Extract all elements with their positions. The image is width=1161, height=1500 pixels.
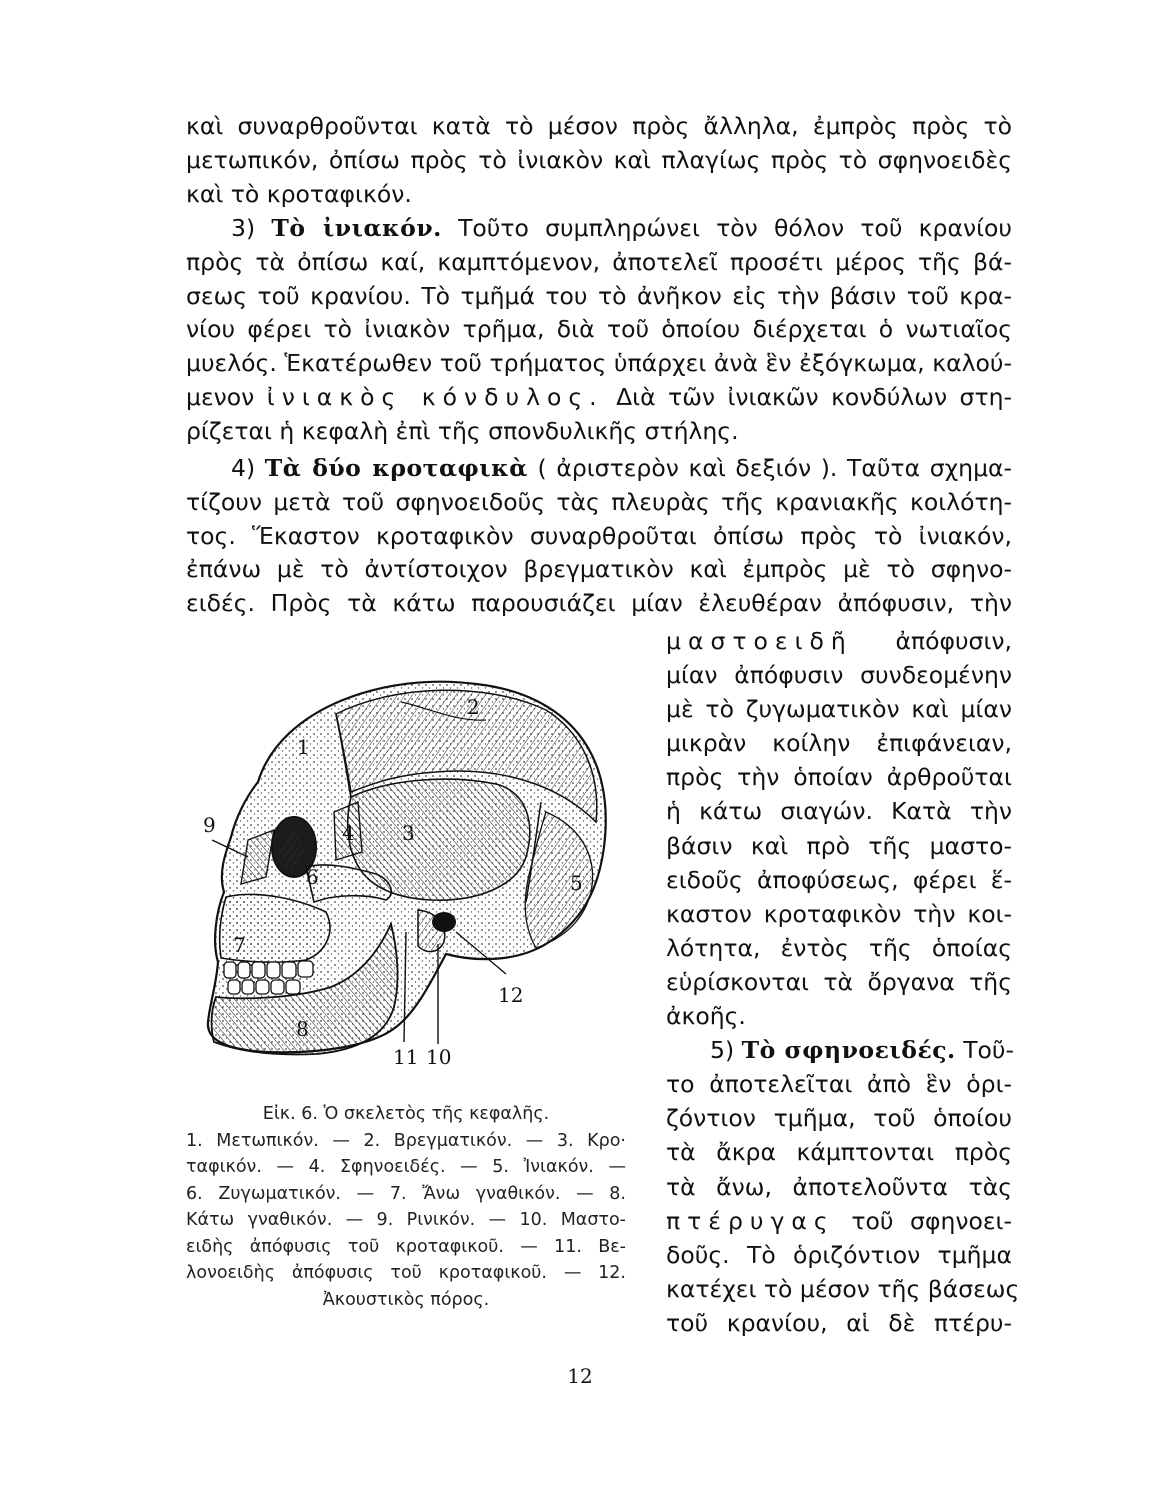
figure-label: 1 — [297, 735, 310, 759]
text-line: πρὸς τὰ ὀπίσω καί, καμπτόμενον, ἀποτελεῖ προσέτι μέρος τῆς βά- — [186, 247, 1012, 276]
caption-line: Κάτω γναθικόν. — 9. Ρινικόν. — 10. Μαστο- — [186, 1210, 626, 1230]
section-number: 3) — [231, 214, 256, 242]
text-line: ἡ κάτω σιαγών. Κατὰ τὴν — [666, 797, 1012, 826]
caption-line: λονοειδὴς ἀπόφυσις τοῦ κροταφικοῦ. — 12. — [186, 1263, 626, 1283]
right-column-text — [666, 624, 1020, 1340]
text-line: μικρὰν κοίλην ἐπιφάνειαν, — [666, 729, 1012, 758]
text-line — [666, 1204, 1012, 1238]
text-line — [186, 452, 1012, 486]
figure-label: 4 — [342, 821, 355, 845]
skull-illustration — [186, 662, 646, 1082]
text-line: το ἀποτελεῖται ἀπὸ ἓν ὁρι- — [666, 1070, 1012, 1099]
text-line: ἀκοῆς. — [666, 1002, 746, 1031]
caption-line: ειδὴς ἀπόφυσις τοῦ κροταφικοῦ. — 11. Βε- — [186, 1236, 626, 1257]
figure-caption — [186, 1101, 626, 1313]
section-4-paragraph — [186, 452, 1012, 621]
spaced-term: μαστοειδῆ — [666, 627, 853, 655]
caption-line: ταφικόν. — 4. Σφηνοειδές. — 5. Ἰνιακόν. — — [186, 1157, 626, 1177]
figure-label: 10 — [426, 1045, 452, 1069]
text-line — [666, 1033, 1015, 1067]
section-heading: Τὸ ἰνιακόν. — [271, 214, 442, 242]
text-line: ρίζεται ἡ κεφαλὴ ἐπὶ τῆς σπονδυλικῆς στήλης. — [186, 416, 739, 445]
text-line: ζόντιον τμῆμα, τοῦ ὁποίου — [666, 1104, 1012, 1133]
text-line: τοῦ κρανίου, αἱ δὲ πτέρυ- — [666, 1308, 1012, 1337]
text-line: ἐπάνω μὲ τὸ ἀντίστοιχον βρεγματικὸν καὶ ἐμπρὸς μὲ τὸ σφηνο- — [186, 555, 1012, 584]
text-fragment: ἀπόφυσιν, — [895, 627, 1012, 655]
caption-line: Ἀκουστικὸς πόρος. — [322, 1289, 490, 1310]
text-line: καὶ τὸ κροταφικόν. — [186, 179, 412, 208]
text-fragment: ( ἀριστερὸν καὶ δεξιόν ). Ταῦτα σχημα- — [537, 454, 1012, 482]
text-fragment: Διὰ τῶν ἰνιακῶν κονδύλων στη- — [616, 382, 1012, 411]
section-number: 4) — [231, 454, 256, 482]
text-fragment: Τοῦτο συμπληρώνει τὸν θόλον τοῦ κρανίου — [458, 214, 1012, 242]
spaced-term: ἰνιακὸς κόνδυλος. — [266, 382, 604, 411]
text-line: δοῦς. Τὸ ὁριζόντιον τμῆμα — [666, 1240, 1012, 1269]
figure-label: 8 — [296, 1017, 309, 1041]
text-line: ειδές. Πρὸς τὰ κάτω παρουσιάζει μίαν ἐλευθέραν ἀπόφυσιν, τὴν — [186, 589, 1012, 618]
text-line: λότητα, ἐντὸς τῆς ὁποίας — [666, 933, 1012, 962]
text-line: μυελός. Ἑκατέρωθεν τοῦ τρήματος ὑπάρχει ἀνὰ ἓν ἐξόγκωμα, καλού- — [186, 349, 1012, 378]
text-line — [186, 381, 1012, 415]
text-line: σεως τοῦ κρανίου. Τὸ τμῆμά του τὸ ἀνῆκον εἰς τὴν βάσιν τοῦ κρα- — [186, 281, 1012, 310]
text-fragment: μενον — [186, 382, 255, 411]
text-line: εὑρίσκονται τὰ ὄργανα τῆς — [666, 967, 1012, 996]
caption-line: 1. Μετωπικόν. — 2. Βρεγματικόν. — 3. Κρο· — [186, 1130, 626, 1151]
intro-paragraph — [186, 110, 1012, 211]
figure-label: 3 — [402, 821, 415, 845]
text-line: τὰ ἄκρα κάμπτονται πρὸς — [666, 1138, 1012, 1167]
text-line: μίαν ἀπόφυσιν συνδεομένην — [666, 661, 1012, 690]
text-line: καὶ συναρθροῦνται κατὰ τὸ μέσον πρὸς ἄλληλα, ἐμπρὸς πρὸς τὸ — [186, 112, 1012, 140]
section-3-paragraph — [186, 212, 1012, 449]
text-line: νίου φέρει τὸ ἰνιακὸν τρῆμα, διὰ τοῦ ὁποίου διέρχεται ὁ νωτιαῖος — [186, 315, 1012, 344]
spaced-term: πτέρυγας — [666, 1206, 835, 1235]
text-fragment: τοῦ σφηνοει- — [851, 1206, 1012, 1235]
figure-label: 11 — [393, 1045, 419, 1069]
ear-canal — [432, 912, 456, 932]
caption-title: Εἰκ. 6. Ὁ σκελετὸς τῆς κεφαλῆς. — [262, 1104, 550, 1124]
text-line: ειδοῦς ἀποφύσεως, φέρει ἕ- — [666, 865, 1012, 894]
text-line: μὲ τὸ ζυγωματικὸν καὶ μίαν — [666, 695, 1012, 724]
page-number: 12 — [567, 1364, 593, 1388]
figure-label: 6 — [306, 865, 319, 889]
figure-label: 5 — [570, 871, 583, 895]
section-heading: Τὸ σφηνοειδές. — [741, 1036, 956, 1065]
figure-label: 2 — [467, 695, 480, 719]
text-fragment: Τοῦ- — [963, 1036, 1015, 1065]
figure-label: 9 — [203, 813, 216, 837]
figure-label: 7 — [233, 933, 246, 957]
figure-label: 12 — [498, 983, 524, 1007]
text-line — [186, 212, 1012, 246]
caption-line: 6. Ζυγωματικόν. — 7. Ἄνω γναθικόν. — 8. — [186, 1183, 626, 1204]
text-line: κατέχει τὸ μέσον τῆς βάσεως — [666, 1274, 1020, 1303]
text-line: μετωπικόν, ὀπίσω πρὸς τὸ ἰνιακὸν καὶ πλαγίως πρὸς τὸ σφηνοειδὲς — [186, 145, 1012, 174]
section-number: 5) — [710, 1036, 735, 1065]
text-line: βάσιν καὶ πρὸ τῆς μαστο- — [666, 831, 1012, 860]
text-line: τὰ ἄνω, ἀποτελοῦντα τὰς — [666, 1172, 1012, 1201]
text-line: τος. Ἕκαστον κροταφικὸν συναρθροῦται ὀπίσω πρὸς τὸ ἰνιακόν, — [186, 521, 1012, 550]
text-line — [666, 624, 1012, 658]
text-line: πρὸς τὴν ὁποίαν ἀρθροῦται — [666, 763, 1012, 792]
lower-teeth — [228, 980, 300, 994]
text-line: καστον κροταφικὸν τὴν κοι- — [666, 899, 1012, 928]
text-line: τίζουν μετὰ τοῦ σφηνοειδοῦς τὰς πλευρὰς τῆς κρανιακῆς κοιλότη- — [186, 487, 1012, 516]
section-heading: Τὰ δύο κροταφικὰ — [264, 454, 528, 482]
